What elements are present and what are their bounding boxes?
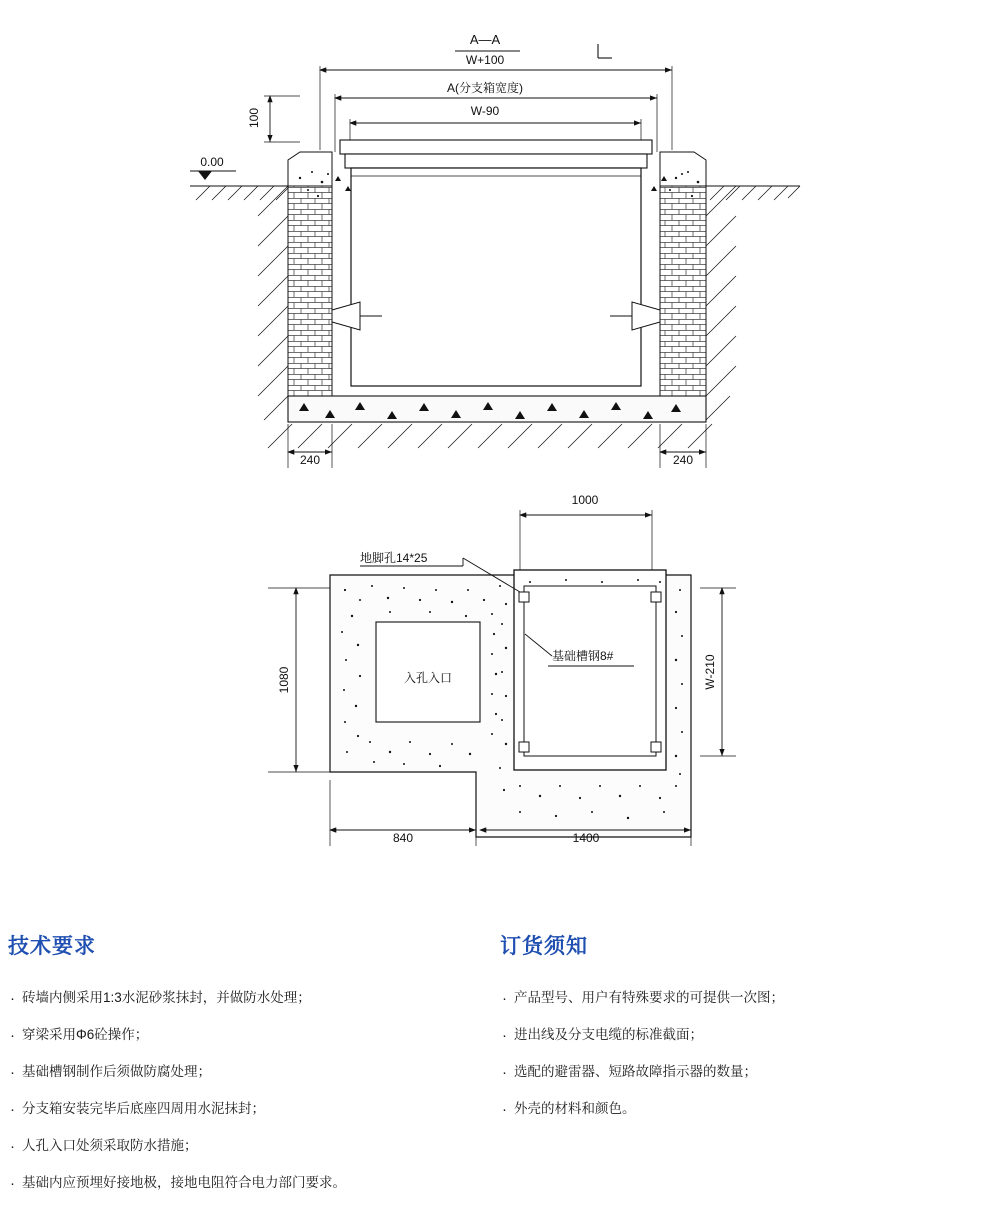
manhole-opening (376, 622, 480, 722)
ordering-notice-list (500, 988, 970, 1120)
dim-1080 (268, 588, 330, 772)
list-item: · 选配的避雷器、短路故障指示器的数量； (500, 1062, 970, 1083)
list-item: · 产品型号、用户有特殊要求的可提供一次图； (500, 988, 970, 1009)
dim-840 (330, 780, 476, 846)
concrete-base (288, 396, 706, 422)
manhole-label: 入孔入口 (403, 671, 453, 685)
dim-1080-text: 1080 (277, 666, 291, 694)
ordering-notice-column (500, 930, 970, 1136)
list-item: · 穿梁采用Φ6砼操作； (8, 1025, 478, 1046)
channel-steel-label: 基础槽钢8# (552, 649, 614, 663)
brick-wall-right (660, 152, 706, 400)
section-title-text: A—A (469, 32, 501, 47)
list-item: · 进出线及分支电缆的标准截面； (500, 1025, 970, 1046)
channel-steel-frame (514, 570, 666, 770)
list-item: · 外壳的材料和颜色。 (500, 1099, 970, 1120)
dim-240-left (288, 424, 332, 468)
dim-100 (247, 96, 300, 142)
dim-w-plus-100-text: W+100 (465, 53, 505, 67)
dim-w-minus-90-text: W-90 (470, 104, 500, 118)
corner-mark (598, 44, 612, 58)
plan-view (268, 493, 736, 846)
dim-100-text: 100 (247, 107, 261, 129)
technical-requirements-column (8, 930, 478, 1210)
section-view (190, 32, 800, 468)
ground-level-text: 0.00 (200, 155, 224, 169)
dim-1400-text: 1400 (572, 831, 600, 845)
section-title (455, 32, 520, 51)
dim-box-width-text: A(分支箱宽度) (447, 81, 523, 95)
list-item: · 基础槽钢制作后须做防腐处理； (8, 1062, 478, 1083)
dim-1000 (520, 493, 652, 575)
anchor-hole-label: 地脚孔14*25 (360, 551, 428, 565)
dim-1000-text: 1000 (571, 493, 599, 507)
dim-w-210 (700, 588, 736, 756)
brick-wall-left (288, 152, 332, 400)
list-item: · 人孔入口处须采取防水措施； (8, 1136, 478, 1157)
cabinet-body (340, 140, 652, 386)
dim-w-plus-100 (320, 53, 672, 150)
list-item: · 砖墙内侧采用1:3水泥砂浆抹封，并做防水处理； (8, 988, 478, 1009)
technical-requirements-list (8, 988, 478, 1194)
dim-240-left-text: 240 (299, 453, 321, 467)
ground-level-marker (190, 155, 236, 180)
dim-240-right (660, 424, 706, 468)
technical-requirements-heading: 技术要求 (8, 935, 96, 958)
dim-w-210-text: W-210 (703, 654, 717, 690)
dim-240-right-text: 240 (672, 453, 694, 467)
list-item: · 基础内应预埋好接地极，接地电阻符合电力部门要求。 (8, 1173, 478, 1194)
ordering-notice-heading: 订货须知 (500, 935, 588, 958)
dim-840-text: 840 (392, 831, 414, 845)
list-item: · 分支箱安装完毕后底座四周用水泥抹封； (8, 1099, 478, 1120)
